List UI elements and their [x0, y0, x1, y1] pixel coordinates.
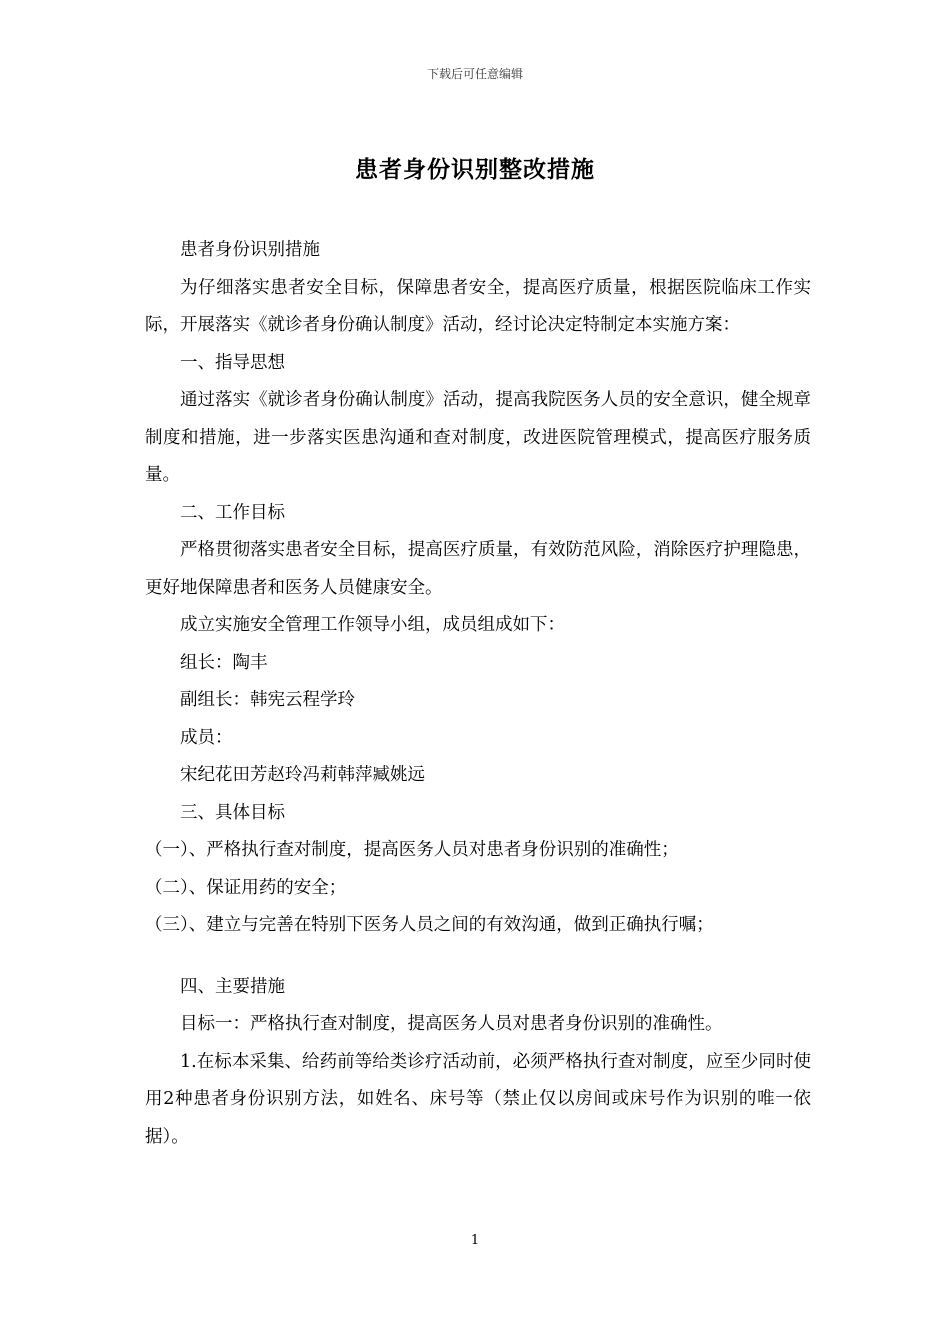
paragraph-measure-1: 1.在标本采集、给药前等给类诊疗活动前，必须严格执行查对制度，应至少同时使用2种患者身份识别方法，如姓名、床号等（禁止仅以房间或床号作为识别的唯一依据）。 [145, 1051, 811, 1147]
section-heading-specific-goals: 三、具体目标 [180, 802, 285, 823]
section-heading-guiding-idea: 一、指导思想 [180, 352, 285, 373]
paragraph-target-one: 目标一：严格执行查对制度，提高医务人员对患者身份识别的准确性。 [180, 1014, 723, 1034]
list-item-goal-2: （二）、保证用药的安全； [145, 877, 347, 898]
page-header: 下载后可任意编辑 [426, 67, 523, 81]
paragraph-team-intro: 成立实施安全管理工作领导小组，成员组成如下： [180, 615, 565, 635]
section-heading-work-goal: 二、工作目标 [180, 502, 285, 523]
paragraph-members-list: 宋纪花田芳赵玲冯莉韩萍臧姚远 [180, 765, 425, 785]
section-heading-main-measures: 四、主要措施 [180, 976, 285, 997]
list-item-goal-1: （一）、严格执行查对制度，提高医务人员对患者身份识别的准确性； [145, 840, 679, 860]
list-item-goal-3: （三）、建立与完善在特别下医务人员之间的有效沟通，做到正确执行嘱； [145, 915, 714, 935]
paragraph-intro: 为仔细落实患者安全目标，保障患者安全，提高医疗质量，根据医院临床工作实际，开展落实《就诊者身份确认制度》活动，经讨论决定特制定本实施方案： [145, 277, 811, 335]
paragraph-members-label: 成员： [180, 727, 233, 748]
paragraph-deputy-leader: 副组长：韩宪云程学玲 [180, 690, 355, 710]
document-title: 患者身份识别整改措施 [355, 156, 595, 183]
paragraph-team-leader: 组长：陶丰 [180, 652, 268, 673]
page-number: 1 [470, 1233, 480, 1248]
paragraph-work-goal: 严格贯彻落实患者安全目标，提高医疗质量，有效防范风险，消除医疗护理隐患，更好地保障患者和医务人员健康安全。 [145, 540, 811, 598]
paragraph-subtitle: 患者身份识别措施 [180, 240, 320, 260]
paragraph-guiding-idea: 通过落实《就诊者身份确认制度》活动，提高我院医务人员的安全意识，健全规章制度和措施，进一步落实医患沟通和查对制度，改进医院管理模式，提高医疗服务质量。 [145, 390, 811, 485]
document-body [145, 232, 811, 1156]
